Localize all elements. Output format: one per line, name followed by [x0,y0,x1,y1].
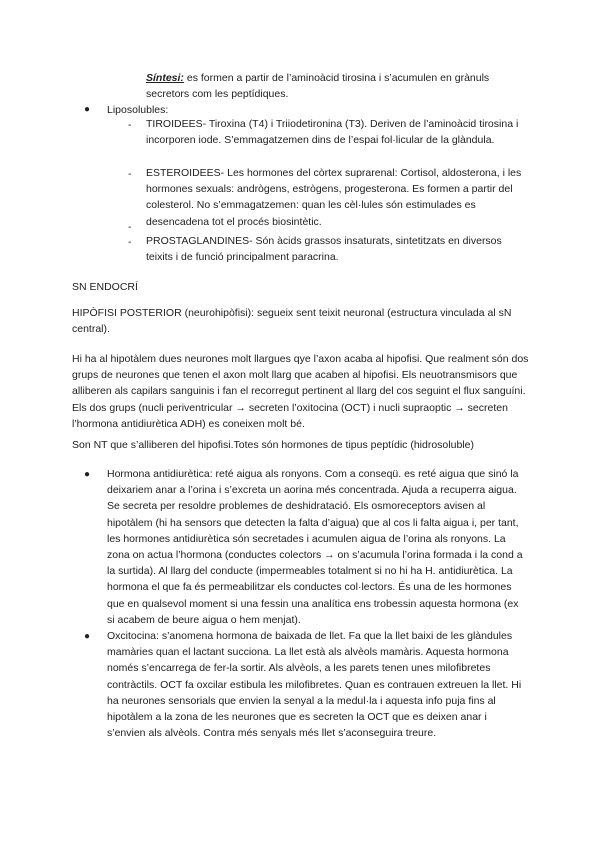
sintesi-term: Síntesi: [146,72,184,84]
sintesi-paragraph [146,70,522,102]
dash-marker: - [128,221,132,233]
dash-marker: - [128,236,132,248]
bullet-marker: ● [84,104,91,115]
neurones-paragraph: Hi ha al hipotàlem dues neurones molt llargues qye l’axon acaba al hipofisi. Que realment són dos grups de neurones que tenen el axon molt llarg que acaben al hipofisi. Els neuotransmisors que alliberen als capilars sanguinis i fan el recorregut pertinent al llarg del cos seguint el flux sanguíni. Els dos grups (nucli periventricular → secreten l’oxitocina (OCT) i nucli supraoptic → secreten l’hormona antidiurètica ADH) es coneixen molt bé. [72,353,529,430]
sintesi-text: es formen a partir de l’aminoàcid tirosina i s’acumulen en grànuls secretors com les peptídiques. [146,72,490,101]
bullet-marker: ● [84,631,91,642]
hormone-item-antidiuretica: Hormona antidiurètica: reté aigua als ronyons. Com a conseqü. es reté aigua que sinó la deixariem anar a l’orina i s’excreta un aorina més concentrada. Ajuda a recuperra aigua. Se secreta per resoldre problemes de deshidratació. Els osmoreceptors avisen al hipotàlem (hi ha sensors que detecten la falta d’aigua) que al cos li falta aigua i, per tant, les hormones antidiurètica són secretades i acumulen aigua de l’orina als ronyons. La zona on actua l’hormona (conductes colectors → on s’acumula l’orina formada i la cond a la surtida). Al llarg del conducte (impermeables totalment si no hi ha H. antidiurètica. La hormona el que fa és permeabilitzar els conductes col·lectors. És una de les hormones que en qualsevol moment si una fessin una analítica ens trobessin aquesta hormona (ex si acabem de beure aigua o hem menjat). [107,468,523,626]
bullet-marker: ● [84,469,91,480]
nt-paragraph: Son NT que s’alliberen del hipofisi.Totes són hormones de tipus peptídic (hidrosoluble) [72,439,474,451]
lipo-item-esteroidees: ESTEROIDEES- Les hormones del còrtex suprarenal: Cortisol, aldosterona, i les hormones sexuals: andrògens, estrògens, progesterona. Es formen a partir del colesterol. No s’emmagatzemen: quan les cèl·lules són estimulades es desencadena tot el procés biosintètic. [146,167,522,228]
section-title: SN ENDOCRÍ [72,281,138,293]
hormone-item-oxcitocina: Oxcitocina: s’anomena hormona de baixada de llet. Fa que la llet baixi de les glàndules mamàries quan el lactant succiona. La llet està als alvèols mamàris. Aquesta hormona només s’encarrega de fer-la sortir. Als alvèols, a les parets tenen unes milofibretes contràctils. OCT fa oxcilar estibula les milofibretes. Quan es contrauen extreuen la llet. Hi ha neurones sensorials que envien la senyal a la medul·la i aquesta info puja fins al hipotàlem a la zona de les neurones que es secreten la OCT que es deixen anar i s’envien als alvèols. Contra més senyals més llet s’aconseguira treure. [107,630,522,740]
dash-marker: - [128,119,132,131]
hipofisi-paragraph: HIPÒFISI POSTERIOR (neurohipòfisi): segueix sent teixit neuronal (estructura vinculada al sN central). [72,307,512,336]
liposolubles-label: Liposolubles: [107,104,169,116]
lipo-item-tiroidees: TIROIDEES- Tiroxina (T4) i Triiodetironina (T3). Deriven de l’aminoàcid tirosina i incorporen iode. S’emmagatzemen dins de l’espai fol·licular de la glàndula. [146,118,519,147]
lipo-item-prostaglandines: PROSTAGLANDINES- Són àcids grassos insaturats, sintetitzats en diversos teixits i de funció principalment paracrina. [146,235,502,264]
dash-marker: - [128,168,132,180]
